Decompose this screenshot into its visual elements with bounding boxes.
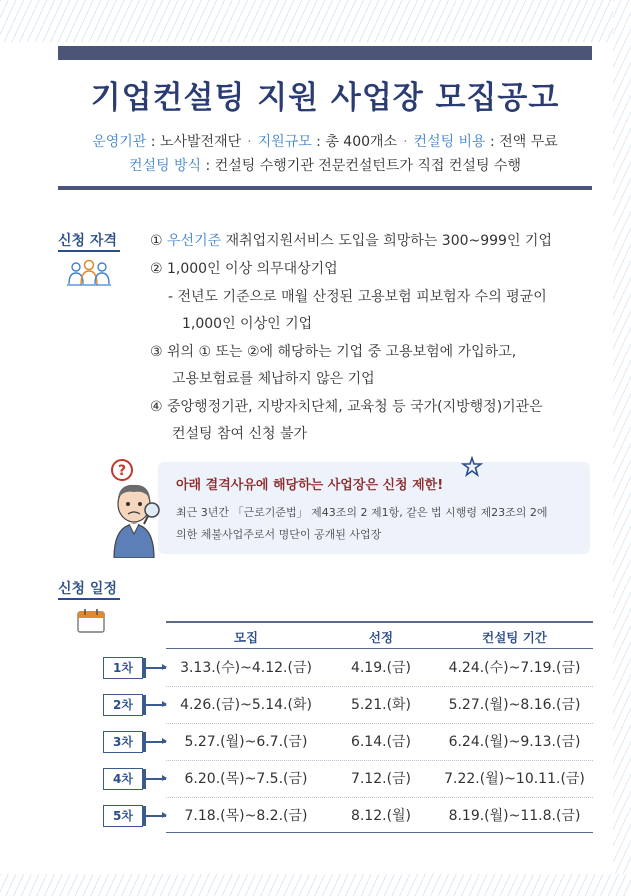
eligibility-item-3-line-1: ③ 위의 ① 또는 ②에 해당하는 기업 중 고용보험에 가입하고,: [150, 344, 517, 360]
period-cell-5: 8.19.(월)~11.8.(금): [448, 808, 581, 824]
cost-label: 컨설팅 비용: [413, 134, 486, 150]
round-badge-2: 2차: [103, 694, 143, 716]
schedule-table-header-rule: [166, 648, 593, 649]
column-header-period: 컨설팅 기간: [482, 630, 547, 645]
recruit-cell-4: 6.20.(목)~7.5.(금): [184, 771, 308, 787]
operator-value: 노사발전재단: [159, 134, 242, 150]
eligibility-item-4-line-1: ④ 중앙행정기관, 지방자치단체, 교육청 등 국가(지방행정)기관은: [150, 399, 543, 415]
eligibility-heading-underline: [58, 250, 120, 252]
bottom-decoration: [0, 874, 631, 896]
operator-label: 운영기관: [92, 134, 147, 150]
round-badge-5: 5차: [103, 805, 143, 827]
header-top-rule: [58, 46, 592, 60]
select-cell-2: 5.21.(화): [350, 697, 412, 713]
period-cell-1: 4.24.(수)~7.19.(금): [448, 660, 581, 676]
eligibility-item-3-line-2: 고용보험료를 체납하지 않은 기업: [172, 371, 375, 387]
period-cell-3: 6.24.(월)~9.13.(금): [448, 734, 581, 750]
eligibility-heading: 신청 자격: [58, 233, 117, 249]
top-decoration: [0, 0, 631, 42]
period-cell-4: 7.22.(월)~10.11.(금): [444, 771, 585, 787]
select-cell-5: 8.12.(월): [350, 808, 412, 824]
recruit-cell-1: 3.13.(수)~4.12.(금): [180, 660, 312, 676]
scale-value: 총 400개소: [325, 134, 398, 150]
round-arrow-1: [146, 667, 166, 669]
svg-text:?: ?: [117, 463, 127, 479]
calendar-icon: [76, 608, 106, 634]
eligibility-item-2: ② 1,000인 이상 의무대상기업: [150, 261, 338, 277]
notice-line-2: 의한 체불사업주로서 명단이 공개된 사업장: [176, 528, 382, 541]
header-info-line2: 컨설팅 방식 : 컨설팅 수행기관 전문컨설턴트가 직접 컨설팅 수행: [129, 158, 521, 174]
round-arrow-4: [146, 778, 166, 780]
notice-title: 아래 결격사유에 해당하는 사업장은 신청 제한!: [176, 478, 444, 493]
eligibility-item-2-sub-1: - 전년도 기준으로 매월 산정된 고용보험 피보험자 수의 평균이: [168, 289, 547, 305]
recruit-cell-5: 7.18.(목)~8.2.(금): [184, 808, 308, 824]
round-badge-4: 4차: [103, 768, 143, 790]
select-cell-1: 4.19.(금): [350, 660, 412, 676]
round-arrow-2: [146, 704, 166, 706]
cost-value: 전액 무료: [499, 134, 558, 150]
recruit-cell-3: 5.27.(월)~6.7.(금): [184, 734, 308, 750]
thinking-man-icon: [100, 458, 164, 558]
round-badge-3: 3차: [103, 731, 143, 753]
header-bottom-rule: [58, 186, 592, 190]
right-decoration: [613, 0, 631, 896]
notice-line-1: 최근 3년간 「근로기준법」 제43조의 2 제1항, 같은 법 시행령 제23조의 2에: [176, 506, 548, 519]
round-badge-1: 1차: [103, 657, 143, 679]
method-value: 컨설팅 수행기관 전문컨설턴트가 직접 컨설팅 수행: [214, 158, 521, 174]
round-arrow-5: [146, 815, 166, 817]
page-title: 기업컨설팅 지원 사업장 모집공고: [90, 80, 560, 116]
people-group-icon: [66, 258, 112, 288]
schedule-table-top-rule: [166, 621, 593, 623]
select-cell-3: 6.14.(금): [350, 734, 412, 750]
row-separator: [166, 760, 593, 761]
method-label: 컨설팅 방식: [129, 158, 202, 174]
header-info-line1: 운영기관 : 노사발전재단 · 지원규모 : 총 400개소 · 컨설팅 비용 : 전액 무료: [92, 134, 558, 150]
column-header-recruit: 모집: [233, 630, 259, 645]
row-separator: [166, 797, 593, 798]
eligibility-item-2-sub-2: 1,000인 이상인 기업: [182, 316, 313, 332]
row-separator: [166, 686, 593, 687]
schedule-heading-underline: [58, 598, 120, 600]
star-icon: [461, 456, 483, 478]
period-cell-2: 5.27.(월)~8.16.(금): [448, 697, 581, 713]
eligibility-item-4-line-2: 컨설팅 참여 신청 불가: [172, 426, 308, 442]
schedule-table-bottom-rule: [166, 832, 593, 833]
round-arrow-3: [146, 741, 166, 743]
column-header-select: 선정: [368, 630, 394, 645]
row-separator: [166, 723, 593, 724]
scale-label: 지원규모: [257, 134, 312, 150]
eligibility-item-1: ① 우선기준 재취업지원서비스 도입을 희망하는 300~999인 기업: [150, 233, 552, 249]
schedule-heading: 신청 일정: [58, 581, 117, 597]
select-cell-4: 7.12.(금): [350, 771, 412, 787]
recruit-cell-2: 4.26.(금)~5.14.(화): [180, 697, 312, 713]
